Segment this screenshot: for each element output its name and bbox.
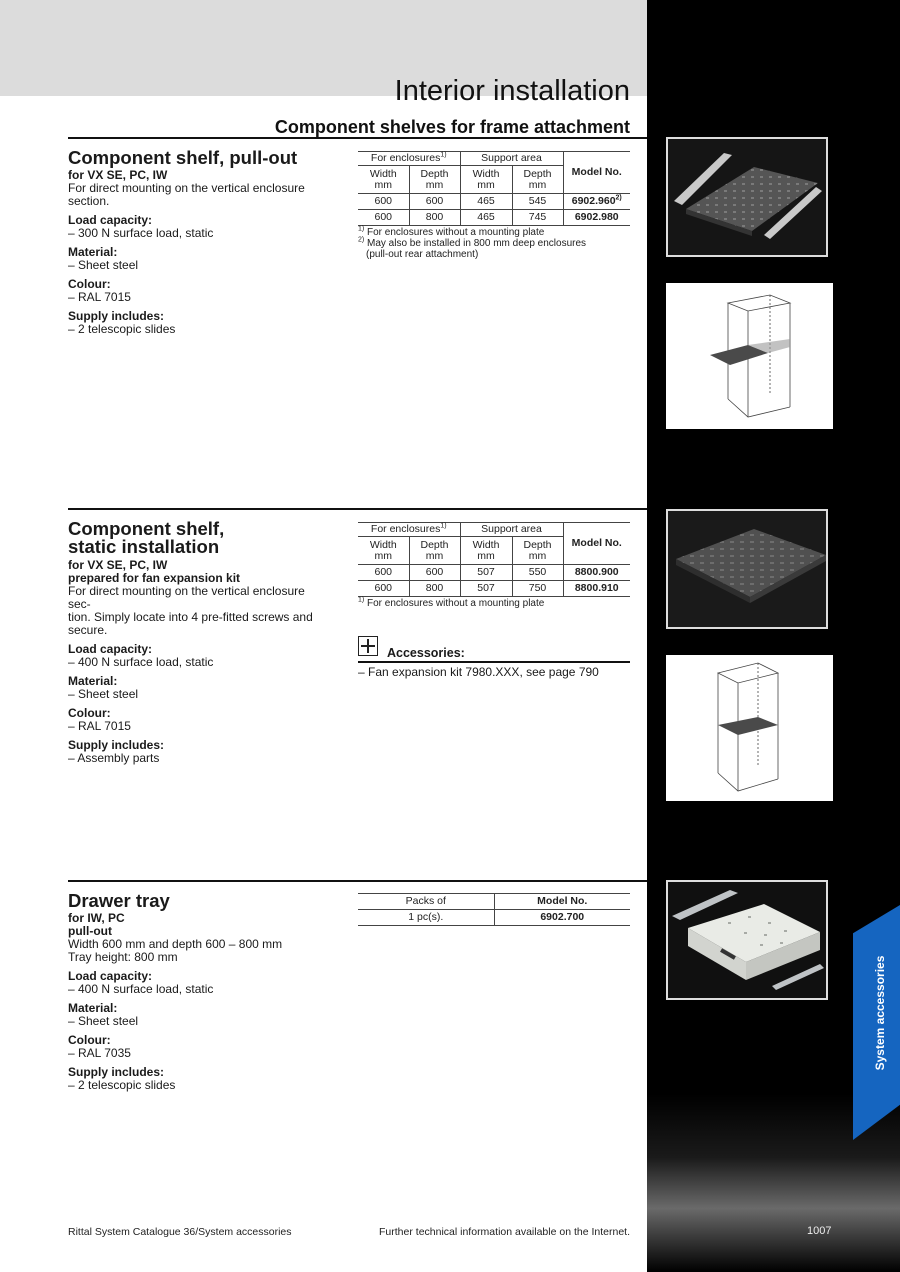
cell: 600 bbox=[358, 194, 409, 210]
header-width: Width mm bbox=[460, 537, 512, 565]
model-cell: 8800.900 bbox=[563, 565, 630, 581]
supply-label: Supply includes: bbox=[68, 309, 165, 323]
section-title: Component shelf, static installation bbox=[68, 518, 225, 557]
compatibility: for IW, PC bbox=[68, 911, 125, 925]
description: For direct mounting on the vertical enclosure section. bbox=[68, 181, 305, 208]
footnote: $^{1)}$ For enclosures without a mounting plate bbox=[358, 225, 545, 238]
header-width: Width mm bbox=[460, 166, 512, 194]
colour-value: – RAL 7015 bbox=[68, 290, 131, 304]
footer-catalogue: Rittal System Catalogue 36/System accessories bbox=[68, 1226, 292, 1238]
material-label: Material: bbox=[68, 1001, 118, 1015]
table-row bbox=[358, 910, 630, 926]
model-cell: 6902.700 bbox=[494, 910, 630, 926]
colour-label: Colour: bbox=[68, 277, 111, 291]
enclosure-diagram bbox=[666, 283, 833, 429]
product-photo-drawer-tray bbox=[666, 880, 828, 1000]
cell: 600 bbox=[358, 210, 409, 226]
header-support-area: Support area bbox=[460, 523, 563, 537]
model-cell: 8800.910 bbox=[563, 581, 630, 597]
footnote: $^{1)}$ For enclosures without a mounting plate bbox=[358, 596, 545, 609]
colour-label: Colour: bbox=[68, 706, 111, 720]
header-depth: Depth mm bbox=[409, 166, 460, 194]
material-value: – Sheet steel bbox=[68, 258, 139, 272]
supply-value: – Assembly parts bbox=[68, 751, 160, 765]
spec-block bbox=[68, 912, 330, 1092]
header-depth: Depth mm bbox=[512, 166, 563, 194]
header-width: Width mm bbox=[358, 537, 409, 565]
section-title: Component shelf, pull-out bbox=[68, 147, 298, 168]
cell: 750 bbox=[512, 581, 563, 597]
enclosure-diagram bbox=[666, 655, 833, 801]
compatibility: for VX SE, PC, IW bbox=[68, 558, 168, 572]
table-row bbox=[358, 194, 630, 210]
colour-label: Colour: bbox=[68, 1033, 111, 1047]
cell: 600 bbox=[409, 565, 460, 581]
header-for-enclosures: For enclosures$^{1)}$ bbox=[358, 523, 460, 537]
supply-label: Supply includes: bbox=[68, 1065, 165, 1079]
cell: 800 bbox=[409, 210, 460, 226]
page-number: 1007 bbox=[807, 1225, 832, 1237]
variant: pull-out bbox=[68, 924, 112, 938]
cell: 600 bbox=[409, 194, 460, 210]
prepared-note: prepared for fan expansion kit bbox=[68, 571, 241, 585]
header-width: Width mm bbox=[358, 166, 409, 194]
accessories-title: Accessories: bbox=[387, 646, 465, 660]
header-depth: Depth mm bbox=[409, 537, 460, 565]
section-divider bbox=[68, 880, 647, 882]
model-cell: 6902.960$^{2)}$ bbox=[563, 194, 630, 210]
model-cell: 6902.980 bbox=[563, 210, 630, 226]
page-subtitle: Component shelves for frame attachment bbox=[274, 116, 630, 137]
cell: 545 bbox=[512, 194, 563, 210]
footer-info: Further technical information available on the Internet. bbox=[379, 1226, 630, 1238]
load-label: Load capacity: bbox=[68, 213, 153, 227]
cell: 507 bbox=[460, 581, 512, 597]
supply-label: Supply includes: bbox=[68, 738, 165, 752]
load-label: Load capacity: bbox=[68, 642, 153, 656]
page-title: Interior installation bbox=[394, 75, 630, 108]
product-photo-static-shelf bbox=[666, 509, 828, 629]
section-title: Drawer tray bbox=[68, 890, 170, 911]
material-value: – Sheet steel bbox=[68, 1014, 139, 1028]
spec-block bbox=[68, 169, 330, 336]
header-model-no: Model No. bbox=[563, 523, 630, 565]
section-divider bbox=[68, 508, 647, 510]
footnote: (pull-out rear attachment) bbox=[366, 249, 479, 260]
footnote: $^{2)}$ May also be installed in 800 mm deep enclosures bbox=[358, 236, 587, 249]
header-for-enclosures: For enclosures$^{1)}$ bbox=[358, 152, 460, 166]
header-depth: Depth mm bbox=[512, 537, 563, 565]
material-value: – Sheet steel bbox=[68, 687, 139, 701]
compatibility: for VX SE, PC, IW bbox=[68, 168, 168, 182]
cell: 465 bbox=[460, 210, 512, 226]
cell: 800 bbox=[409, 581, 460, 597]
header-support-area: Support area bbox=[460, 152, 563, 166]
header-model-no: Model No. bbox=[563, 152, 630, 194]
supply-value: – 2 telescopic slides bbox=[68, 322, 176, 336]
load-label: Load capacity: bbox=[68, 969, 153, 983]
cell: 745 bbox=[512, 210, 563, 226]
table-row bbox=[358, 565, 630, 581]
cell: 465 bbox=[460, 194, 512, 210]
material-label: Material: bbox=[68, 245, 118, 259]
spec-table bbox=[358, 522, 630, 597]
load-value: – 400 N surface load, static bbox=[68, 655, 214, 669]
header-model-no: Model No. bbox=[494, 894, 630, 910]
colour-value: – RAL 7035 bbox=[68, 1046, 131, 1060]
description: Width 600 mm and depth 600 – 800 mm Tray height: 800 mm bbox=[68, 937, 283, 964]
header-packs-of: Packs of bbox=[358, 894, 494, 910]
cell: 550 bbox=[512, 565, 563, 581]
section-divider bbox=[68, 137, 647, 139]
description: For direct mounting on the vertical enclosure sec- tion. Simply locate into 4 pre-fitted screws and secure. bbox=[68, 584, 313, 637]
cell: 1 pc(s). bbox=[358, 910, 494, 926]
cell: 600 bbox=[358, 565, 409, 581]
accessories-divider bbox=[358, 661, 630, 663]
table-row bbox=[358, 210, 630, 226]
load-value: – 300 N surface load, static bbox=[68, 226, 214, 240]
material-label: Material: bbox=[68, 674, 118, 688]
spec-table bbox=[358, 893, 630, 926]
category-tab-label: System accessories bbox=[873, 955, 887, 1071]
table-row bbox=[358, 581, 630, 597]
spec-block bbox=[68, 559, 330, 765]
product-photo-pullout-shelf bbox=[666, 137, 828, 257]
load-value: – 400 N surface load, static bbox=[68, 982, 214, 996]
supply-value: – 2 telescopic slides bbox=[68, 1078, 176, 1092]
spec-table bbox=[358, 151, 630, 226]
colour-value: – RAL 7015 bbox=[68, 719, 131, 733]
cell: 600 bbox=[358, 581, 409, 597]
accessory-item: – Fan expansion kit 7980.XXX, see page 790 bbox=[358, 665, 599, 679]
plus-icon bbox=[358, 636, 378, 656]
cell: 507 bbox=[460, 565, 512, 581]
